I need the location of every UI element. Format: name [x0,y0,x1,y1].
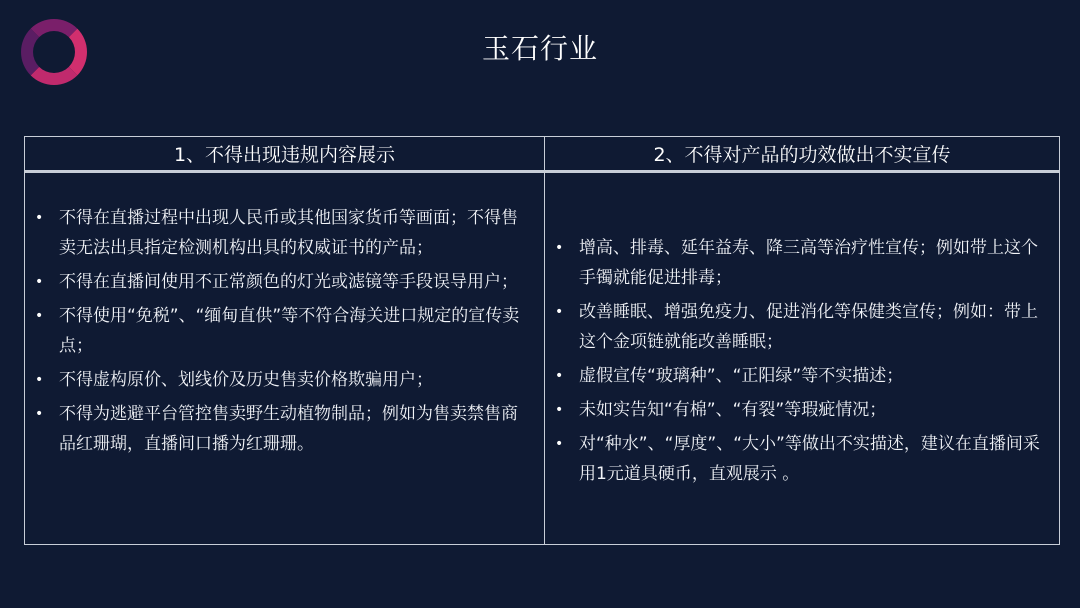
efficacy-rules-list [553,233,1043,493]
bullet-icon: • [35,372,44,388]
content-rules-list [33,203,533,463]
list-item [33,203,533,263]
bullet-icon: • [555,436,564,452]
list-item-text: 虚假宣传“玻璃种”、“正阳绿”等不实描述； [579,366,904,386]
bullet-icon: • [555,368,564,384]
list-item-text: 不得虚构原价、划线价及历史售卖价格欺骗用户； [59,370,433,390]
list-item [553,361,1043,391]
list-item-text: 不得为逃避平台管控售卖野生动植物制品；例如为售卖禁售商品红珊瑚，直播间口播为红珊珊。 [59,404,518,454]
bullet-icon: • [555,304,564,320]
list-item [33,399,533,459]
list-item [33,267,533,297]
list-item [33,301,533,361]
list-item [553,233,1043,293]
table-header-content-rules: 1、不得出现违规内容展示 [25,137,545,173]
list-item-text: 不得使用“免税”、“缅甸直供”等不符合海关进口规定的宣传卖点； [59,306,520,356]
list-item [553,297,1043,357]
bullet-icon: • [35,406,44,422]
list-item-text: 不得在直播过程中出现人民币或其他国家货币等画面；不得售卖无法出具指定检测机构出具的权威证书的产品； [59,208,518,258]
content-rules-cell [25,173,545,544]
bullet-icon: • [35,274,44,290]
efficacy-rules-cell [545,173,1059,544]
table-header-efficacy-rules: 2、不得对产品的功效做出不实宣传 [545,137,1059,173]
bullet-icon: • [35,308,44,324]
list-item [553,395,1043,425]
rules-table [24,136,1060,545]
list-item-text: 不得在直播间使用不正常颜色的灯光或滤镜等手段误导用户； [59,272,518,292]
list-item [33,365,533,395]
bullet-icon: • [555,402,564,418]
list-item-text: 未如实告知“有棉”、“有裂”等瑕疵情况； [579,400,887,420]
list-item [553,429,1043,489]
page-title: 玉石行业 [481,32,598,65]
bullet-icon: • [555,240,564,256]
bullet-icon: • [35,210,44,226]
list-item-text: 增高、排毒、延年益寿、降三高等治疗性宣传；例如带上这个手镯就能促进排毒； [579,238,1038,288]
list-item-text: 对“种水”、“厚度”、“大小”等做出不实描述，建议在直播间采用1元道具硬币，直观展示 。 [579,434,1040,484]
list-item-text: 改善睡眠、增强免疫力、促进消化等保健类宣传；例如：带上这个金项链就能改善睡眠； [579,302,1038,352]
